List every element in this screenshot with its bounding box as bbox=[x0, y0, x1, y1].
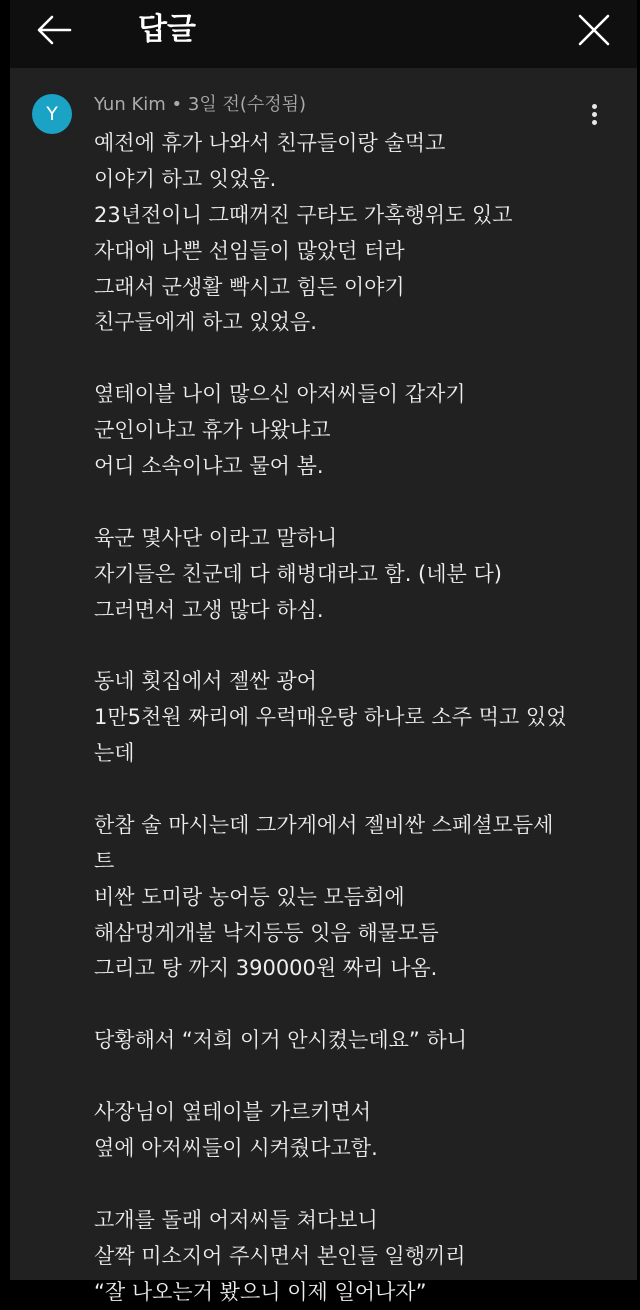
comment-line bbox=[94, 485, 614, 521]
comment-line: 자기들은 친군데 다 해병대라고 함. (네분 다) bbox=[94, 557, 614, 593]
comment-line: 예전에 휴가 나와서 친규들이랑 술먹고 bbox=[94, 126, 614, 162]
comment-line: 동네 횟집에서 젤싼 광어 bbox=[94, 664, 614, 700]
comment-line bbox=[94, 772, 614, 808]
comment-line: 는데 bbox=[94, 736, 614, 772]
avatar[interactable]: Y bbox=[32, 94, 72, 134]
comment-line: 23년전이니 그때꺼진 구타도 가혹행위도 있고 bbox=[94, 198, 614, 234]
close-button[interactable] bbox=[572, 8, 616, 52]
comment-line bbox=[94, 341, 614, 377]
comment-line bbox=[94, 1059, 614, 1095]
comment-line bbox=[94, 987, 614, 1023]
comment-line: 살짝 미소지어 주시면서 본인들 일행끼리 bbox=[94, 1239, 614, 1275]
comment-line: 1만5천원 짜리에 우럭매운탕 하나로 소주 먹고 있었 bbox=[94, 700, 614, 736]
comment-line bbox=[94, 1167, 614, 1203]
comment-line bbox=[94, 628, 614, 664]
meta-separator: • bbox=[172, 94, 183, 115]
comment-meta bbox=[94, 92, 306, 118]
back-button[interactable] bbox=[32, 8, 76, 52]
comment-line: 이야기 하고 잇었움. bbox=[94, 162, 614, 198]
comment-line: 그래서 군생활 빡시고 힘든 이야기 bbox=[94, 270, 614, 306]
reply-comment bbox=[10, 68, 637, 1280]
comment-line: 군인이냐고 휴가 나왔냐고 bbox=[94, 413, 614, 449]
comment-line: 그러면서 고생 많다 하심. bbox=[94, 593, 614, 629]
top-bar bbox=[10, 0, 637, 68]
comment-line: 그리고 탕 까지 390000원 짜리 나옴. bbox=[94, 951, 614, 987]
comment-line: 자대에 나쁜 선임들이 많았던 터라 bbox=[94, 234, 614, 270]
comment-time: 3일 전(수정됨) bbox=[188, 94, 306, 115]
comment-line: 당황해서 “저희 이거 안시켰는데요” 하니 bbox=[94, 1023, 614, 1059]
author-name[interactable]: Yun Kim bbox=[94, 94, 166, 115]
comment-line: 한참 술 마시는데 그가게에서 젤비싼 스페셜모듬세 bbox=[94, 808, 614, 844]
comment-line: 고개를 돌래 어저씨들 쳐다보니 bbox=[94, 1203, 614, 1239]
comment-line: 육군 몇사단 이라고 말하니 bbox=[94, 521, 614, 557]
reply-screen bbox=[10, 0, 637, 1280]
comment-line: 친구들에게 하고 있었음. bbox=[94, 305, 614, 341]
comment-line: 어디 소속이냐고 물어 봄. bbox=[94, 449, 614, 485]
comment-line: 옆에 아저씨들이 시켜줬다고함. bbox=[94, 1131, 614, 1167]
arrow-left-icon bbox=[32, 8, 76, 52]
comment-line: “잘 나오는거 봤으니 이제 일어나자” bbox=[94, 1275, 614, 1310]
comment-line: 트 bbox=[94, 844, 614, 880]
comment-line: 비싼 도미랑 농어등 있는 모듬회에 bbox=[94, 880, 614, 916]
comment-line: 해삼멍게개불 낙지등등 잇음 해물모듬 bbox=[94, 916, 614, 952]
close-icon bbox=[572, 8, 616, 52]
comment-line: 사장님이 옆테이블 가르키면서 bbox=[94, 1095, 614, 1131]
page-title: 답글 bbox=[138, 8, 196, 52]
comment-text bbox=[94, 126, 614, 1310]
comment-line: 옆테이블 나이 많으신 아저씨들이 갑자기 bbox=[94, 377, 614, 413]
more-vertical-icon bbox=[582, 104, 606, 125]
